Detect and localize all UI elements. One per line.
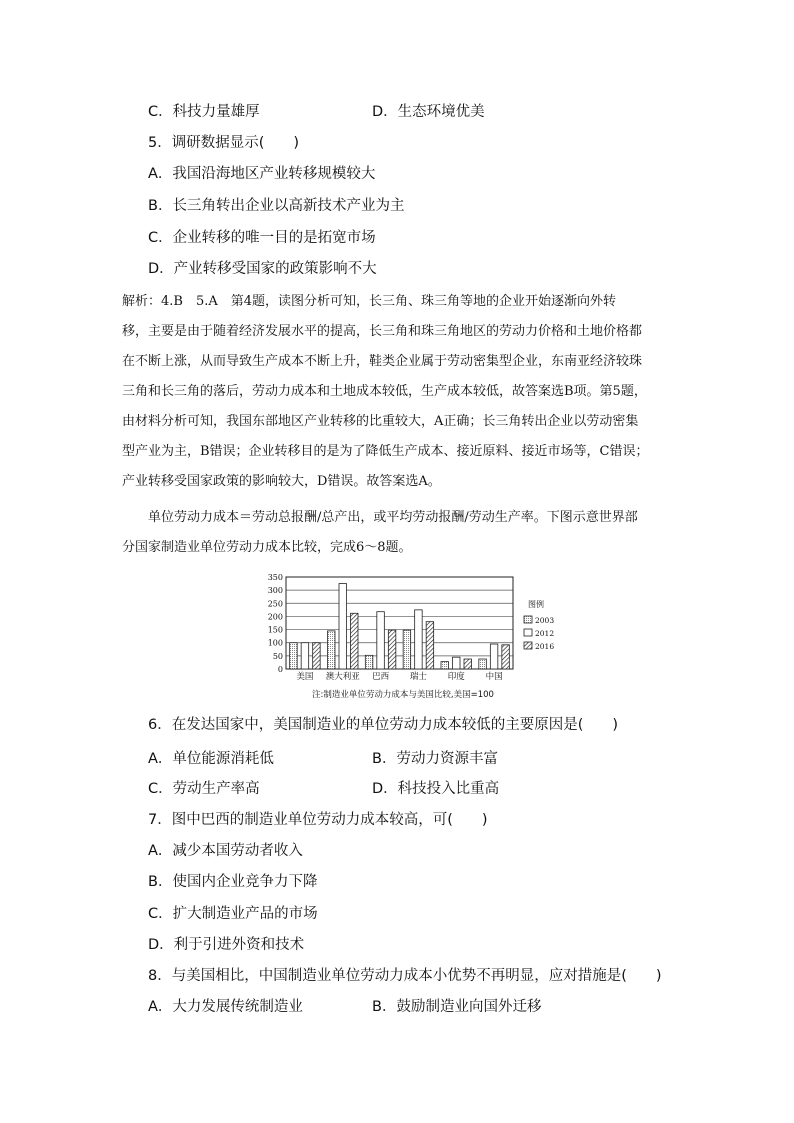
intro-line: 单位劳动力成本＝劳动总报酬/总产出，或平均劳动报酬/劳动生产率。下图示意世界部 bbox=[148, 510, 638, 525]
q6-option-a: A．单位能源消耗低 bbox=[148, 751, 274, 767]
bar bbox=[301, 643, 309, 669]
q6-option-c: C．劳动生产率高 bbox=[148, 781, 260, 797]
bar bbox=[351, 613, 359, 669]
q8-stem: 8．与美国相比，中国制造业单位劳动力成本小优势不再明显，应对措施是( ) bbox=[148, 968, 662, 984]
bar bbox=[328, 631, 336, 669]
y-tick-label: 150 bbox=[267, 625, 283, 635]
bar bbox=[464, 659, 472, 669]
y-tick-label: 350 bbox=[267, 573, 283, 582]
x-tick-label: 澳大利亚 bbox=[325, 672, 360, 682]
legend-label: 2003 bbox=[535, 616, 555, 625]
bar bbox=[479, 659, 487, 669]
y-tick-label: 300 bbox=[267, 586, 283, 596]
q5-option-a: A．我国沿海地区产业转移规模较大 bbox=[148, 166, 376, 182]
bar bbox=[339, 584, 347, 669]
bar bbox=[502, 645, 510, 669]
q6-option-b: B．劳动力资源丰富 bbox=[372, 751, 498, 767]
y-tick-label: 250 bbox=[267, 599, 283, 609]
answer-explanation bbox=[122, 287, 672, 497]
explanation-line: 在不断上涨，从而导致生产成本不断上升，鞋类企业属于劳动密集型企业，东南亚经济较珠 bbox=[122, 354, 643, 369]
legend-swatch bbox=[524, 629, 532, 636]
q7-option-c: C．扩大制造业产品的市场 bbox=[148, 906, 318, 922]
bar bbox=[313, 643, 321, 669]
y-tick-label: 200 bbox=[267, 612, 283, 622]
q4-option-c: C．科技力量雄厚 bbox=[148, 104, 260, 120]
bar bbox=[415, 610, 423, 669]
legend-label: 2016 bbox=[535, 642, 555, 651]
explanation-line: 型产业为主，B错误；企业转移目的是为了降低生产成本、接近原料、接近市场等，C错误； bbox=[122, 444, 649, 459]
q8-option-a: A．大力发展传统制造业 bbox=[148, 999, 303, 1015]
legend-label: 2012 bbox=[535, 629, 555, 638]
bar bbox=[453, 657, 461, 669]
q5-option-b: B．长三角转出企业以高新技术产业为主 bbox=[148, 198, 405, 214]
q5-option-d: D．产业转移受国家的政策影响不大 bbox=[148, 261, 377, 277]
bar bbox=[365, 655, 373, 669]
y-tick-label: 50 bbox=[272, 651, 283, 661]
q6-option-d: D．科技投入比重高 bbox=[372, 781, 500, 797]
x-tick-label: 中国 bbox=[485, 672, 503, 682]
explanation-line: 产业转移受国家政策的影响较大，D错误。故答案选A。 bbox=[122, 474, 441, 489]
q6-stem: 6．在发达国家中，美国制造业的单位劳动力成本较低的主要原因是( ) bbox=[148, 717, 619, 733]
intro-line: 分国家制造业单位劳动力成本比较，完成6～8题。 bbox=[122, 540, 412, 555]
chart-note: 注:制造业单位劳动力成本与美国比较,美国=100 bbox=[312, 690, 494, 700]
y-tick-label: 100 bbox=[267, 638, 283, 648]
explanation-line: 由材料分析可知，我国东部地区产业转移的比重较大，A正确；长三角转出企业以劳动密集 bbox=[122, 414, 639, 429]
bar bbox=[377, 612, 385, 669]
q5-option-c: C．企业转移的唯一目的是拓宽市场 bbox=[148, 230, 376, 246]
bar bbox=[388, 630, 396, 669]
explanation-line: 移，主要是由于随着经济发展水平的提高，长三角和珠三角地区的劳动力价格和土地价格都 bbox=[122, 324, 643, 339]
q7-stem: 7．图中巴西的制造业单位劳动力成本较高，可( ) bbox=[148, 812, 488, 828]
q5-stem: 5．调研数据显示( ) bbox=[148, 135, 300, 151]
q8-option-b: B．鼓励制造业向国外迁移 bbox=[372, 999, 542, 1015]
legend-title: 图例 bbox=[528, 600, 544, 609]
bar bbox=[426, 622, 434, 669]
explanation-line: 三角和长三角的落后，劳动力成本和土地成本较低，生产成本较低，故答案选B项。第5题， bbox=[122, 384, 647, 399]
x-tick-label: 美国 bbox=[296, 672, 314, 682]
bar bbox=[403, 630, 411, 669]
x-tick-label: 巴西 bbox=[372, 672, 390, 682]
q4-option-d: D．生态环境优美 bbox=[372, 104, 485, 120]
legend-swatch bbox=[524, 642, 532, 649]
legend-swatch bbox=[524, 616, 532, 623]
y-tick-label: 0 bbox=[277, 665, 283, 674]
question-intro bbox=[122, 503, 638, 563]
q7-option-b: B．使国内企业竞争力下降 bbox=[148, 874, 318, 890]
bar bbox=[441, 662, 449, 669]
q7-option-a: A．减少本国劳动者收入 bbox=[148, 843, 303, 859]
q7-option-d: D．利于引进外资和技术 bbox=[148, 937, 305, 953]
labor-cost-bar-chart bbox=[248, 570, 558, 705]
explanation-line: 解析：4.B 5.A 第4题，读图分析可知，长三角、珠三角等地的企业开始逐渐向外转 bbox=[122, 294, 617, 309]
bar bbox=[490, 644, 498, 669]
bar bbox=[290, 643, 298, 669]
x-tick-label: 瑞士 bbox=[409, 672, 427, 682]
x-tick-label: 印度 bbox=[447, 672, 465, 682]
